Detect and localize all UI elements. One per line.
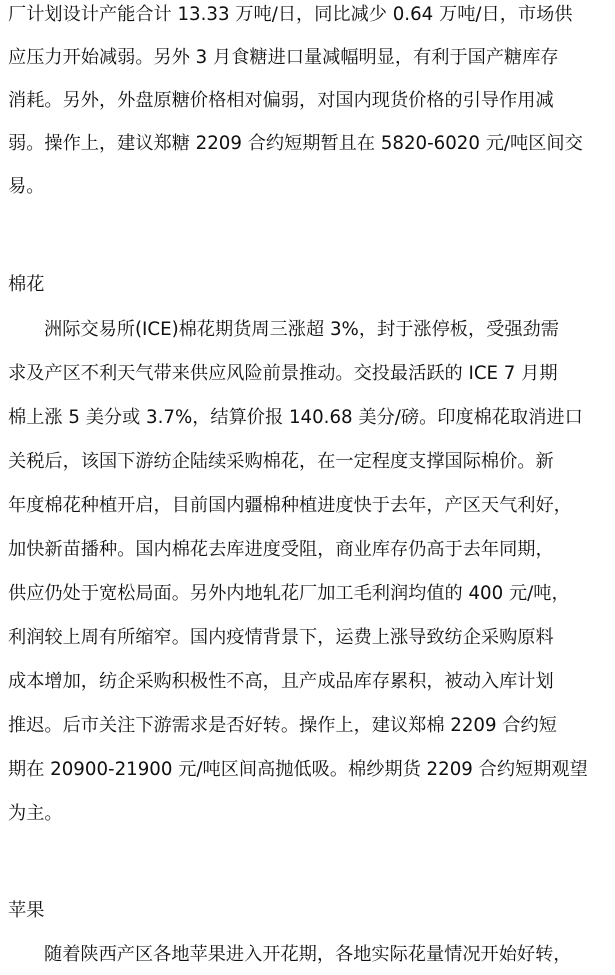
sugar-paragraph-line-2: 应压力开始减弱。另外 3 月食糖进口量减幅明显，有利于国产糖库存 xyxy=(8,47,559,68)
cotton-paragraph-line-3: 棉上涨 5 美分或 3.7%，结算价报 140.68 美分/磅。印度棉花取消进口 xyxy=(8,407,583,428)
cotton-paragraph-line-10: 推迟。后市关注下游需求是否好转。操作上，建议郑棉 2209 合约短 xyxy=(8,715,557,736)
cotton-paragraph-line-11: 期在 20900-21900 元/吨区间高抛低吸。棉纱期货 2209 合约短期观望 xyxy=(8,759,588,780)
apple-paragraph-line-1: 随着陕西产区各地苹果进入开花期，各地实际花量情况开始好转， xyxy=(44,944,572,965)
cotton-paragraph-line-6: 加快新苗播种。国内棉花去库进度受阻，商业库存仍高于去年同期， xyxy=(8,539,554,560)
section-heading-apple: 苹果 xyxy=(8,900,45,921)
cotton-paragraph-line-4: 关税后，该国下游纺企陆续采购棉花，在一定程度支撑国际棉价。新 xyxy=(8,451,554,472)
cotton-paragraph-line-12: 为主。 xyxy=(8,803,63,824)
sugar-paragraph-line-5: 易。 xyxy=(8,176,45,197)
sugar-paragraph-line-3: 消耗。另外，外盘原糖价格相对偏弱，对国内现货价格的引导作用减 xyxy=(8,90,554,111)
cotton-paragraph-line-5: 年度棉花种植开启，目前国内疆棉种植进度快于去年，产区天气利好， xyxy=(8,495,572,516)
cotton-paragraph-line-7: 供应仍处于宽松局面。另外内地轧花厂加工毛利润均值的 400 元/吨， xyxy=(8,583,570,604)
cotton-paragraph-line-2: 求及产区不利天气带来供应风险前景推动。交投最活跃的 ICE 7 月期 xyxy=(8,363,558,384)
sugar-paragraph-line-4: 弱。操作上，建议郑糖 2209 合约短期暂且在 5820-6020 元/吨区间交 xyxy=(8,133,583,154)
cotton-paragraph-line-9: 成本增加，纺企采购积极性不高，且产成品库存累积，被动入库计划 xyxy=(8,671,554,692)
section-heading-cotton: 棉花 xyxy=(8,274,45,295)
cotton-paragraph-line-1: 洲际交易所(ICE)棉花期货周三涨超 3%，封于涨停板，受强劲需 xyxy=(44,319,559,340)
sugar-paragraph-line-1: 厂计划设计产能合计 13.33 万吨/日，同比减少 0.64 万吨/日，市场供 xyxy=(8,4,573,25)
cotton-paragraph-line-8: 利润较上周有所缩窄。国内疫情背景下，运费上涨导致纺企采购原料 xyxy=(8,627,554,648)
